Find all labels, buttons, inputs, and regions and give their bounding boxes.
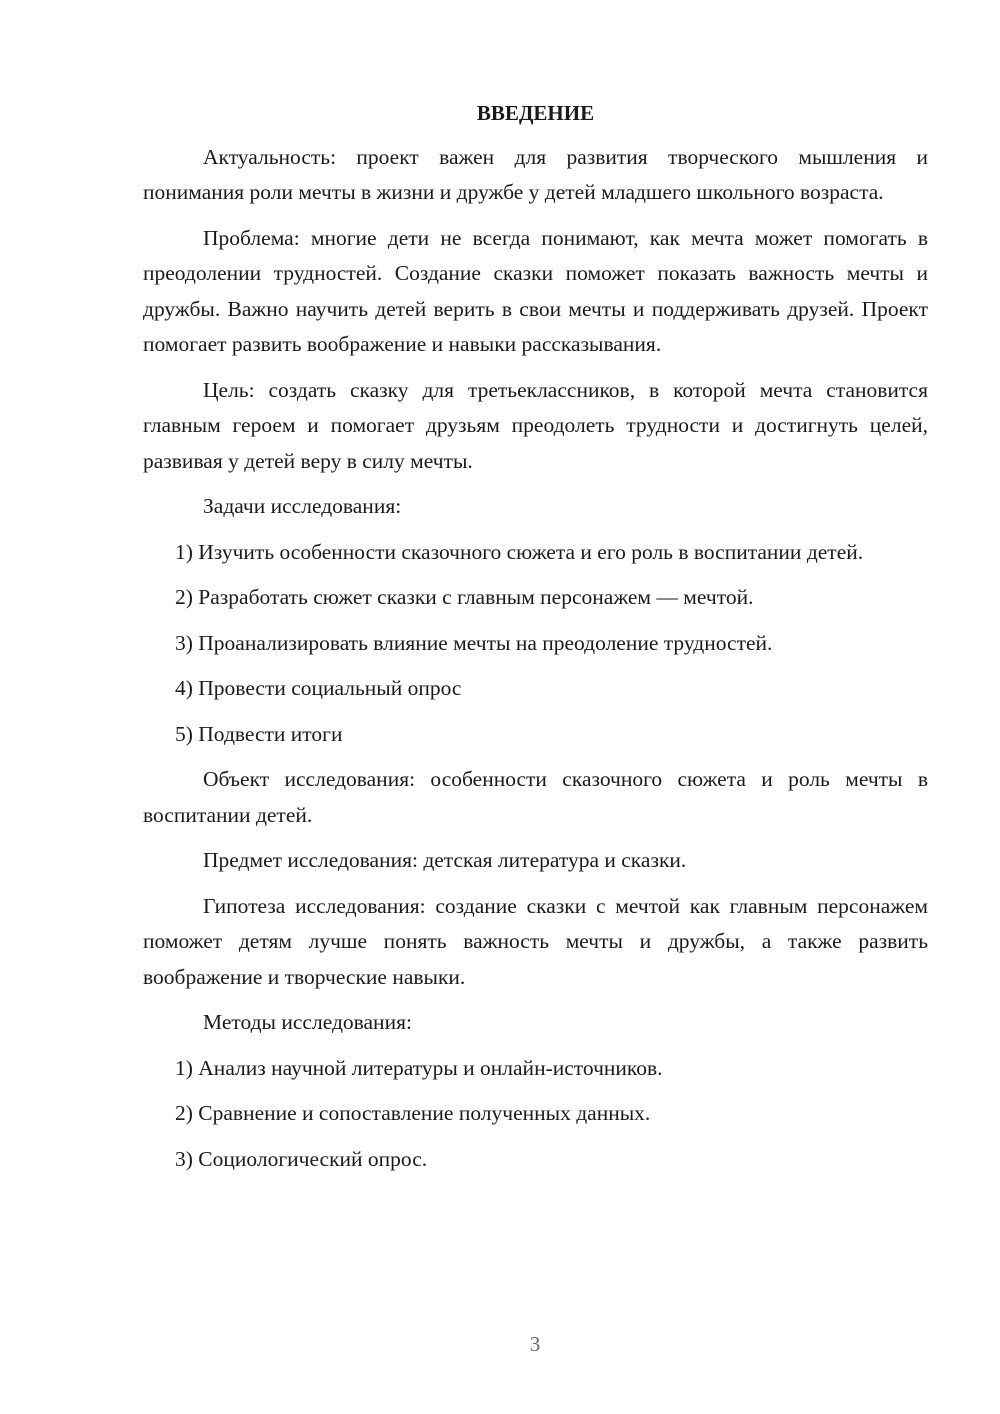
task-item: 3) Проанализировать влияние мечты на преодоление трудностей. — [175, 630, 773, 655]
document-page — [143, 96, 928, 1187]
methods-heading: Методы исследования: — [203, 1010, 412, 1034]
tasks-heading: Задачи исследования: — [203, 494, 402, 518]
object-paragraph: Объект исследования: особенности сказочного сюжета и роль мечты в воспитании детей. — [143, 767, 928, 827]
task-item: 1) Изучить особенности сказочного сюжета и его роль в воспитании детей. — [175, 539, 864, 564]
method-item: 2) Сравнение и сопоставление полученных данных. — [175, 1101, 651, 1125]
problem-paragraph: Проблема: многие дети не всегда понимают, как мечта может помогать в преодолении трудностей. Создание сказки поможет показать важность мечты и дружбы. Важно научить детей верить в свои мечты и поддерживать друзей. Проект помогает развить воображение и навыки рассказывания. — [143, 225, 928, 356]
page-title: ВВЕДЕНИЕ — [476, 101, 595, 125]
task-item: 4) Провести социальный опрос — [175, 676, 462, 700]
relevance-paragraph: Актуальность: проект важен для развития творческого мышления и понимания роли мечты в жизни и дружбе у детей младшего школьного возраста. — [143, 144, 928, 204]
page-number: 3 — [529, 1332, 541, 1356]
task-item: 5) Подвести итоги — [175, 721, 343, 746]
method-item: 1) Анализ научной литературы и онлайн-источников. — [175, 1055, 663, 1080]
goal-paragraph: Цель: создать сказку для третьеклассников, в которой мечта становится главным героем и помогает друзьям преодолеть трудности и достигнуть целей, развивая у детей веру в силу мечты. — [143, 377, 928, 473]
hypothesis-paragraph: Гипотеза исследования: создание сказки с мечтой как главным персонажем поможет детям лучше понять важность мечты и дружбы, а также развить воображение и творческие навыки. — [143, 893, 928, 989]
task-item: 2) Разработать сюжет сказки с главным персонажем — мечтой. — [175, 585, 754, 609]
subject-paragraph: Предмет исследования: детская литература и сказки. — [203, 848, 687, 872]
method-item: 3) Социологический опрос. — [175, 1146, 428, 1171]
